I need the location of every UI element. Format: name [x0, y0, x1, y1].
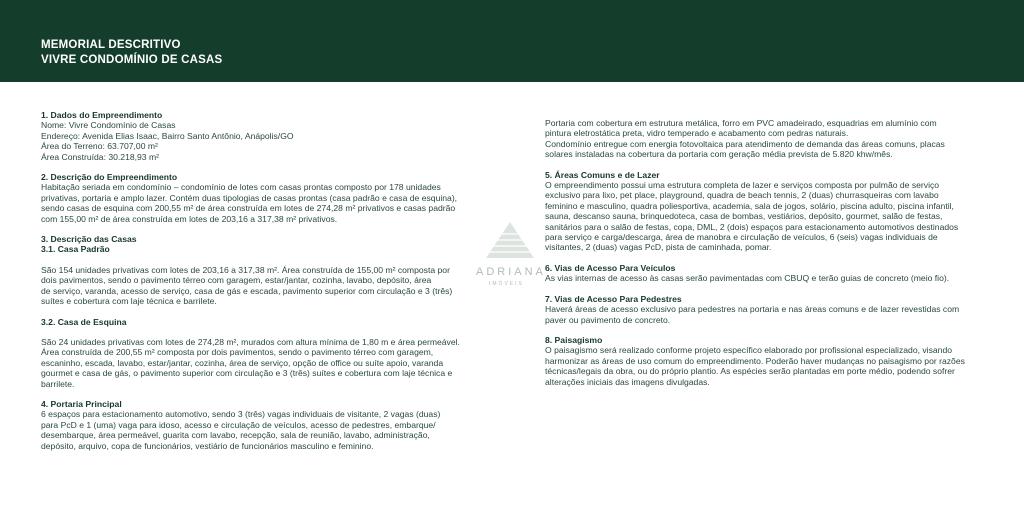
watermark-brand: ADRIANA: [476, 266, 546, 278]
text-line: desembarque, área permeável, guarita com lavabo, recepção, sala de reunião, lavabo, administração,: [41, 430, 430, 441]
section-2: [41, 172, 491, 224]
text-line: técnicas/legais da obra, ou do próprio plantio. As espécies serão plantadas em porte médio, podendo sofrer: [545, 366, 955, 377]
text-line: visitantes, 2 (duas) vagas PcD, pista de caminhada, pomar.: [545, 242, 772, 253]
section-4: [41, 399, 491, 451]
text-line: para serviço e carga/descarga, área de manobra e circulação de veículos, 6 (seis) vagas individuais de: [545, 232, 938, 243]
section-heading: 3. Descrição das Casas: [41, 234, 137, 245]
text-line: suítes e cobertura com laje técnica e barrilete.: [41, 296, 217, 307]
text-line: 6 espaços para estacionamento automotivo, sendo 3 (três) vagas individuais de visitante, 2 vagas (duas): [41, 409, 441, 420]
section-heading: 6. Vias de Acesso Para Veículos: [545, 262, 676, 273]
section-heading: 8. Paisagismo: [545, 334, 603, 345]
section-8: [545, 335, 985, 387]
section-subheading: 3.1. Casa Padrão: [41, 244, 110, 255]
right-column: [545, 118, 985, 397]
text-line: de serviço, varanda, acesso de serviço, casa de gás e escada, pavimento superior com circulação e 3 (três): [41, 285, 453, 296]
text-line: Área construída de 200,55 m² composta por dois pavimentos, sendo o pavimento térreo com garagem,: [41, 347, 434, 358]
section-3: [41, 234, 491, 306]
text-line: com 155,00 m² de área construída em lotes de 203,16 a 317,38 m² privativos.: [41, 213, 338, 224]
text-line: alterações iniciais das imagens divulgadas.: [545, 376, 710, 387]
text-line: harmonizar as áreas de uso comum do empreendimento. Poderão haver mudanças no paisagismo por razões: [545, 355, 965, 366]
text-line: São 154 unidades privativas com lotes de 203,16 a 317,38 m². Área construída de 155,00 m² composta por: [41, 264, 450, 275]
text-line: solares instaladas na cobertura da portaria com geração média prevista de 5.820 khw/mês.: [545, 149, 893, 160]
section-heading: 2. Descrição do Empreendimento: [41, 172, 178, 183]
text-line: privativas, portaria e amplo lazer. Contém duas tipologias de casas prontas (casa padrão e casa de esquina),: [41, 192, 458, 203]
text-line: para PcD e 1 (uma) vaga para idoso, acesso e circulação de veículos, acesso de pedestres, embarque/: [41, 419, 436, 430]
text-line: sendo casas de esquina com 200,55 m² de área construída em lotes de 274,28 m² privativos e casas padrão: [41, 203, 456, 214]
section-5: [545, 170, 985, 253]
text-line: As vias internas de acesso às casas serão pavimentadas com CBUQ e terão guias de concreto (meio fio).: [545, 273, 950, 284]
left-column: [41, 110, 491, 461]
text-line: Área Construída: 30.218,93 m²: [41, 151, 159, 162]
text-line: paver ou pavimento de concreto.: [545, 314, 671, 325]
text-line: barrilete.: [41, 378, 75, 389]
title-line-1: MEMORIAL DESCRITIVO: [41, 39, 181, 51]
text-line: Nome: Vivre Condomínio de Casas: [41, 120, 176, 131]
text-line: depósito, arquivo, copa de funcionários, vestiário de funcionários masculino e feminino.: [41, 440, 374, 451]
section-heading: 1. Dados do Empreendimento: [41, 110, 163, 120]
text-line: exclusivo para lixo, pet place, playground, quadra de beach tennis, 2 (duas) churrasqueiras com lavabo: [545, 190, 939, 201]
section-6: [545, 263, 985, 284]
section-4-continued: [545, 118, 985, 160]
text-line: Habitação seriada em condomínio – condomínio de lotes com casas prontas composto por 178 unidades: [41, 182, 441, 193]
text-line: Endereço: Avenida Elias Isaac, Bairro Santo Antônio, Anápolis/GO: [41, 130, 294, 141]
page-title: [41, 38, 222, 68]
section-1: [41, 110, 491, 162]
text-line: sauna, descanso sauna, brinquedoteca, casa de bombas, vestiários, depósito, gourmet, salão de festas,: [545, 211, 943, 222]
section-7: [545, 294, 985, 325]
text-line: gourmet e casa de gás, o pavimento superior com circulação e 3 (três) suítes e cobertura com laje técnica e: [41, 368, 453, 379]
section-heading: 7. Vias de Acesso Para Pedestres: [545, 293, 682, 304]
header-bar: [0, 0, 1024, 82]
text-line: Condomínio entregue com energia fotovoltaica para atendimento de demanda das áreas comuns, placas: [545, 138, 945, 149]
watermark-sub: IMÓVEIS: [489, 281, 524, 287]
text-line: O empreendimento possui uma estrutura completa de lazer e serviços composta por pulmão de serviço: [545, 180, 940, 191]
section-heading: 4. Portaria Principal: [41, 398, 122, 409]
text-line: Portaria com cobertura em estrutura metálica, forro em PVC amadeirado, esquadrias em alumínio com: [545, 118, 937, 128]
text-line: dois pavimentos, sendo o pavimento térreo com garagem, estar/jantar, cozinha, lavabo, depósito, área: [41, 275, 432, 286]
title-line-2: VIVRE CONDOMÍNIO DE CASAS: [41, 54, 223, 66]
text-line: São 24 unidades privativas com lotes de 274,28 m², murados com altura mínima de 1,80 m e área permeável.: [41, 336, 460, 347]
section-3-2: [41, 317, 491, 389]
text-line: feminino e masculino, quadra poliesportiva, academia, sala de jogos, solário, piscina adulto, piscina infantil,: [545, 200, 954, 211]
section-heading: 5. Áreas Comuns e de Lazer: [545, 169, 660, 180]
text-line: Haverá áreas de acesso exclusivo para pedestres na portaria e nas áreas comuns e de lazer revestidas com: [545, 304, 960, 315]
text-line: Área do Terreno: 63.707,00 m²: [41, 141, 158, 152]
text-line: escaninho, escada, lavabo, estar/jantar, cozinha, área de serviço, opção de office ou suíte apoio, varanda: [41, 357, 444, 368]
section-heading: 3.2. Casa de Esquina: [41, 316, 127, 327]
text-line: pintura eletrostática preta, vidro temperado e acabamento com pedras naturais.: [545, 128, 849, 139]
text-line: O paisagismo será realizado conforme projeto específico elaborado por profissional especializado, visando: [545, 345, 952, 356]
text-line: sanitários para o salão de festas, copa, DML, 2 (dois) espaços para estacionamento automotivos destinados: [545, 221, 959, 232]
